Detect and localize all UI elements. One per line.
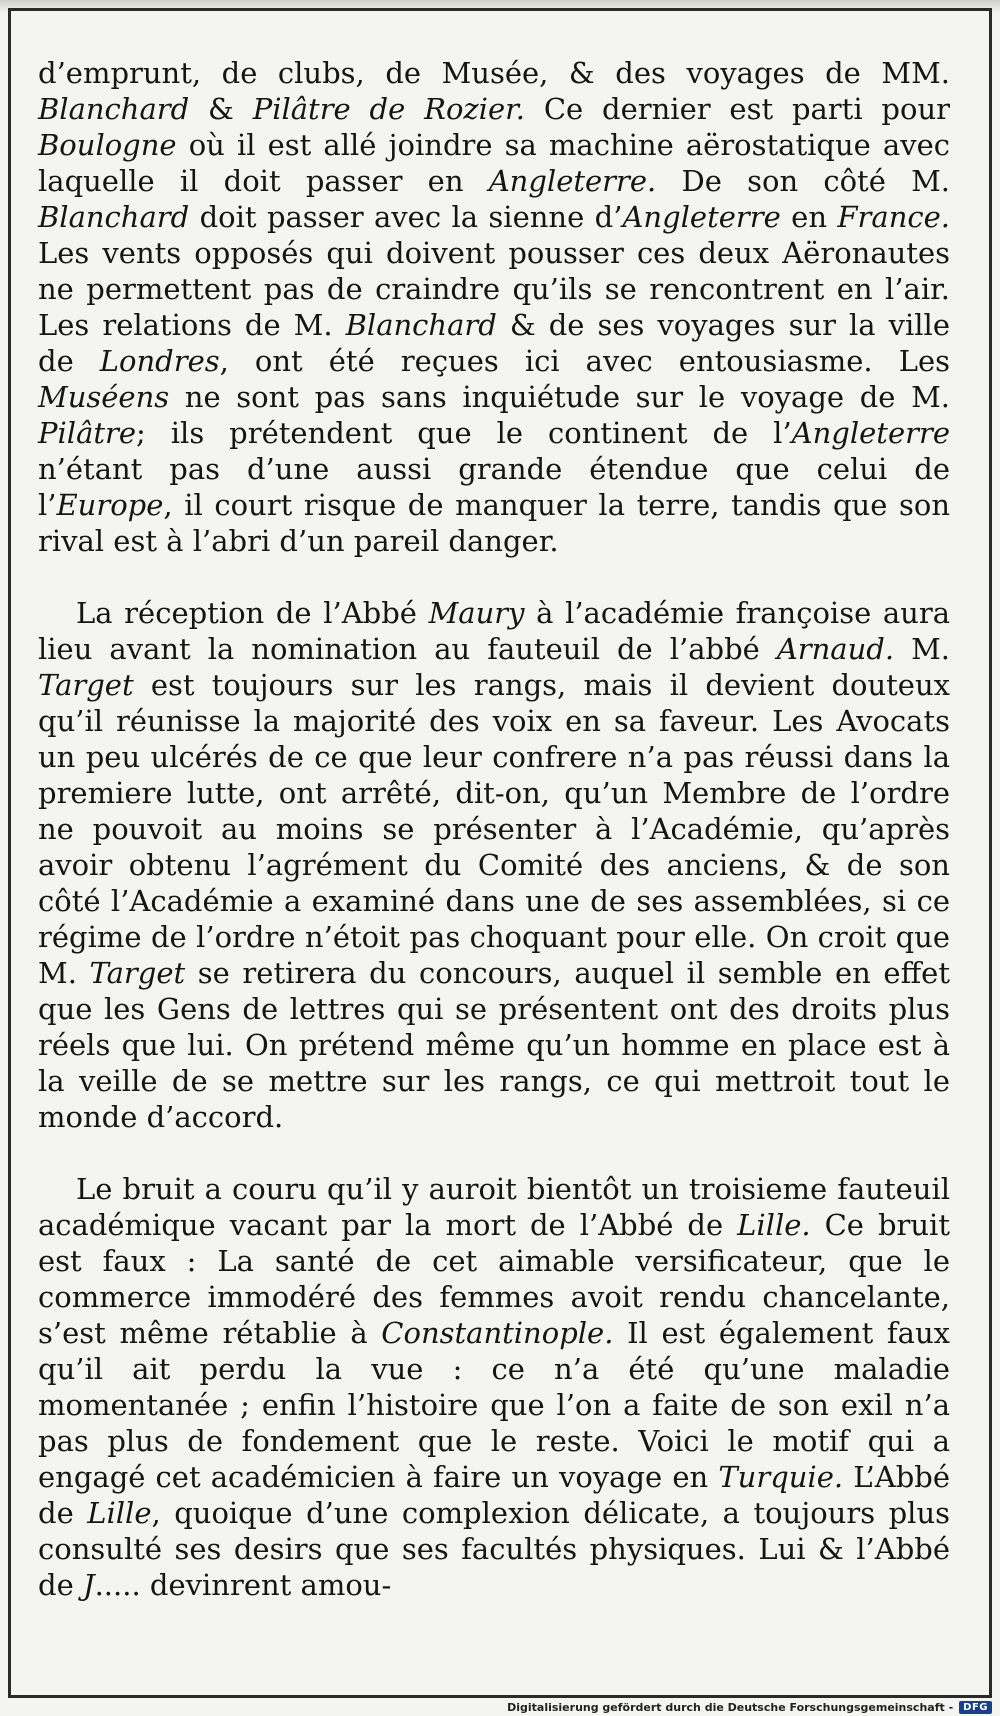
italic-name: Europe bbox=[56, 488, 164, 522]
text-run: doit passer avec la sienne d’ bbox=[189, 200, 623, 234]
text-run: à l’académie françoise aura lieu avant la nomination au fauteuil de l’abbé bbox=[38, 596, 951, 666]
italic-name: Angleterre. bbox=[488, 164, 657, 198]
footer-credit: Digitalisierung gefördert durch die Deutsche Forschungsgemeinschaft - bbox=[507, 1701, 954, 1714]
italic-name: Target bbox=[38, 668, 134, 702]
italic-name: Lille. bbox=[737, 1208, 811, 1242]
text-run: ..... devinrent amou- bbox=[94, 1568, 392, 1602]
text-run: Ce bruit est faux : La santé de cet aimable versificateur, que le commerce immodéré des femmes avoit rendu chancelante, s’est même rétablie à bbox=[38, 1208, 950, 1350]
italic-name: Blanchard bbox=[38, 92, 190, 126]
text-run: en bbox=[780, 200, 838, 234]
italic-name: Constantinople. bbox=[381, 1316, 614, 1350]
text-run: se retirera du concours, auquel il semble en effet que les Gens de lettres qui se présentent ont des droits plus réels que lui. On prétend même qu’un homme en place est à la veille de se mettre sur les rangs, ce qui mettroit tout le monde d’accord. bbox=[38, 956, 950, 1134]
text-run: , quoique d’une complexion délicate, a toujours plus consulté ses desirs que ses facultés physiques. Lui & l’Abbé de bbox=[38, 1496, 950, 1602]
italic-name: Angleterre bbox=[622, 200, 781, 234]
text-run: , il court risque de manquer la terre, tandis que son rival est à l’abri d’un pareil danger. bbox=[38, 488, 950, 558]
text-run: ; ils prétendent que le continent de l’ bbox=[136, 416, 792, 450]
dfg-logo-icon: DFG bbox=[959, 1701, 992, 1714]
paragraph-1 bbox=[38, 55, 950, 559]
text-run: & bbox=[189, 92, 253, 126]
italic-name: Maury bbox=[428, 596, 525, 630]
paragraph-3 bbox=[38, 1171, 950, 1603]
document-body bbox=[38, 55, 950, 1603]
digitization-footer bbox=[507, 1701, 992, 1714]
text-run: L’Abbé de bbox=[38, 1460, 950, 1530]
italic-name: Lille bbox=[87, 1496, 152, 1530]
italic-name: Blanchard bbox=[38, 200, 190, 234]
italic-name: J bbox=[82, 1568, 95, 1602]
text-run: d’emprunt, de clubs, de Musée, & des voyages de MM. bbox=[38, 56, 950, 90]
text-run: est toujours sur les rangs, mais il devient douteux qu’il réunisse la majorité des voix en sa faveur. Les Avocats un peu ulcérés de ce que leur confrere n’a pas réussi dans la premiere lutte, ont arrêté, dit-on, qu’un Membre de l’ordre ne pouvoit au moins se présenter à l’Académie, qu’après avoir obtenu l’agrément du Comité des anciens, & de son côté l’Académie a examiné dans une de ses assemblées, si ce régime de l’ordre n’étoit pas choquant pour elle. On croit que M. bbox=[38, 668, 950, 990]
text-run: Ce dernier est parti pour bbox=[525, 92, 950, 126]
italic-name: Muséens bbox=[38, 380, 170, 414]
text-run: ne sont pas sans inquiétude sur le voyage de M. bbox=[169, 380, 950, 414]
text-run: , ont été reçues ici avec entousiasme. Les bbox=[219, 344, 950, 378]
text-run: Les vents opposés qui doivent pousser ces deux Aëronautes ne permettent pas de craindre qu’ils se rencontrent en l’air. Les relations de M. bbox=[38, 236, 950, 342]
italic-name: Angleterre bbox=[791, 416, 950, 450]
text-run: La réception de l’Abbé bbox=[76, 596, 429, 630]
text-run: & de ses voyages sur la ville de bbox=[38, 308, 950, 378]
italic-name: Londres bbox=[99, 344, 220, 378]
italic-name: France. bbox=[837, 200, 950, 234]
italic-name: Boulogne bbox=[38, 128, 177, 162]
italic-name: Pilâtre de Rozier. bbox=[252, 92, 526, 126]
text-run: Le bruit a couru qu’il y auroit bientôt un troisieme fauteuil académique vacant par la mort de l’Abbé de bbox=[38, 1172, 950, 1242]
text-run: M. bbox=[894, 632, 950, 666]
text-run: De son côté M. bbox=[656, 164, 950, 198]
italic-name: Blanchard bbox=[345, 308, 497, 342]
italic-name: Target bbox=[89, 956, 186, 990]
text-run: n’étant pas d’une aussi grande étendue que celui de l’ bbox=[38, 452, 950, 522]
italic-name: Arnaud. bbox=[776, 632, 895, 666]
italic-name: Turquie. bbox=[718, 1460, 844, 1494]
paragraph-2 bbox=[38, 595, 950, 1135]
italic-name: Pilâtre bbox=[38, 416, 137, 450]
text-run: où il est allé joindre sa machine aërostatique avec laquelle il doit passer en bbox=[38, 128, 950, 198]
text-run: Il est également faux qu’il ait perdu la vue : ce n’a été qu’une maladie momentanée ; enfin l’histoire que l’on a faite de son exil n’a pas plus de fondement que le reste. Voici le motif qui a engagé cet académicien à faire un voyage en bbox=[38, 1316, 950, 1494]
